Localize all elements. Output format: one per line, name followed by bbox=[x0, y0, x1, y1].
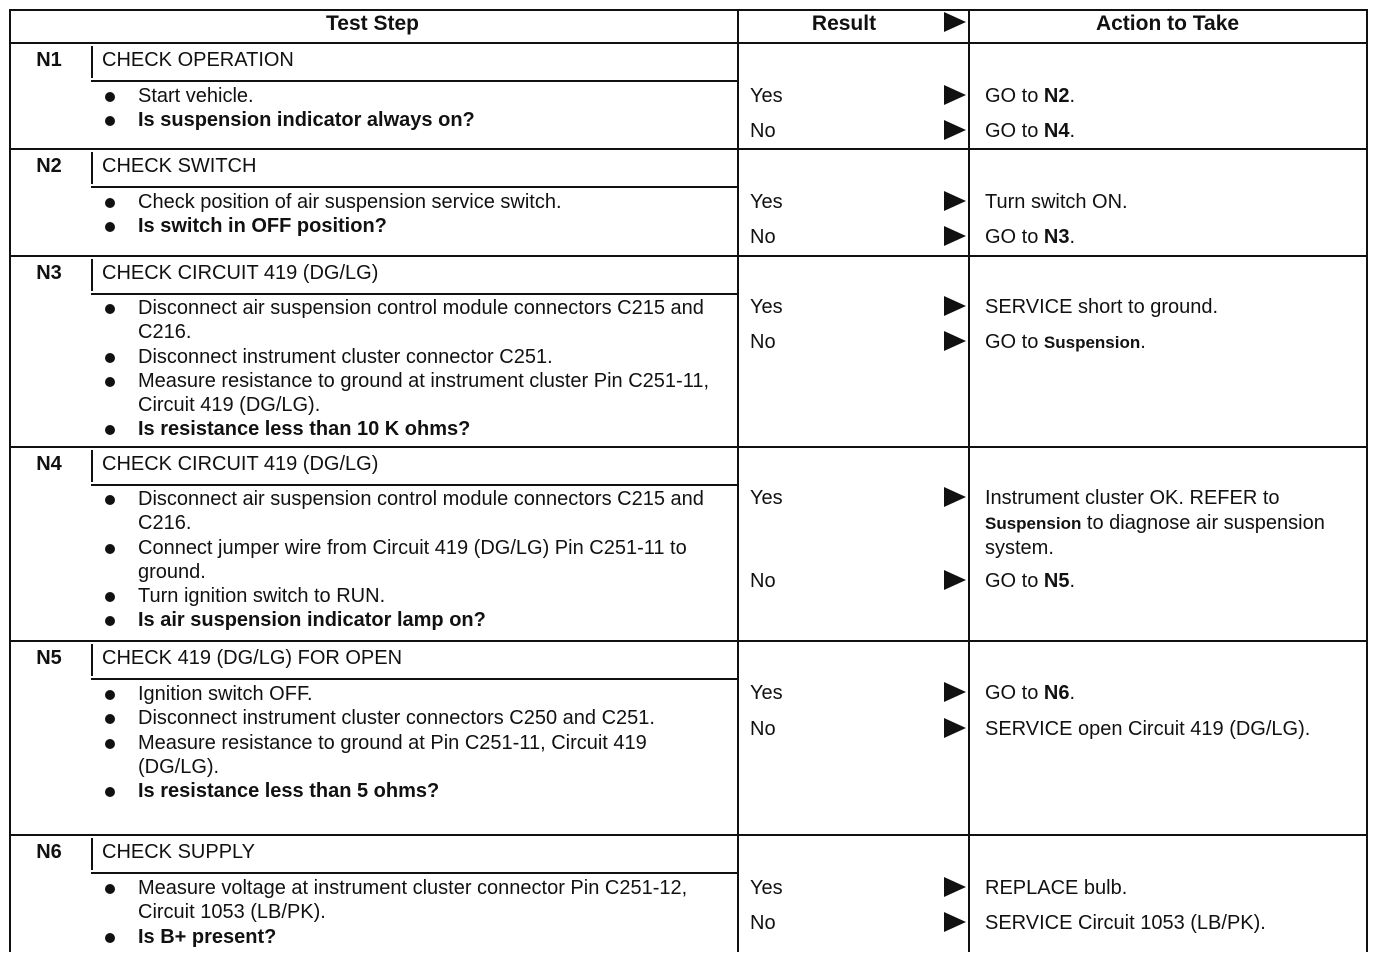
code-divider bbox=[91, 450, 93, 482]
result-arrow-icon bbox=[944, 877, 966, 897]
section-ref: Suspension bbox=[1043, 333, 1141, 352]
action-fragment: . bbox=[1069, 85, 1076, 107]
step-instruction bbox=[100, 706, 720, 730]
result-arrow-icon bbox=[944, 331, 966, 351]
action-text bbox=[985, 681, 1355, 706]
step-ref: N6 bbox=[1043, 682, 1070, 704]
action-fragment: SERVICE Circuit 1053 (LB/PK). bbox=[985, 912, 1266, 934]
bullet-text: Is suspension indicator always on? bbox=[138, 109, 475, 132]
action-fragment: REPLACE bulb. bbox=[985, 877, 1128, 899]
bullet-icon bbox=[105, 304, 115, 314]
step-question bbox=[100, 925, 720, 949]
bullet-icon bbox=[105, 377, 115, 387]
bullet-icon bbox=[105, 714, 115, 724]
action-text bbox=[985, 330, 1355, 356]
bullet-text: Disconnect instrument cluster connector C251. bbox=[138, 345, 553, 368]
step-bullet-list bbox=[100, 682, 720, 803]
code-divider bbox=[91, 838, 93, 870]
step-title: CHECK SWITCH bbox=[102, 155, 257, 177]
bullet-text: Is resistance less than 5 ohms? bbox=[138, 780, 440, 803]
frame-top-rule bbox=[9, 9, 1366, 11]
bullet-icon bbox=[105, 933, 115, 943]
bullet-text: Connect jumper wire from Circuit 419 (DG/LG) Pin C251-11 to ground. bbox=[138, 536, 687, 583]
step-title: CHECK 419 (DG/LG) FOR OPEN bbox=[102, 647, 403, 669]
step-instruction bbox=[100, 876, 720, 925]
result-no: No bbox=[750, 120, 776, 142]
code-divider bbox=[91, 46, 93, 78]
bullet-icon bbox=[105, 425, 115, 435]
bullet-text: Is switch in OFF position? bbox=[138, 215, 387, 238]
action-text bbox=[985, 876, 1355, 901]
result-no: No bbox=[750, 570, 776, 592]
action-column-rule bbox=[968, 9, 970, 952]
action-fragment: to diagnose air suspension system. bbox=[985, 511, 1325, 559]
title-underline bbox=[91, 484, 737, 486]
bullet-text: Measure resistance to ground at instrument cluster Pin C251-11, Circuit 419 (DG/LG). bbox=[138, 369, 710, 417]
action-fragment: SERVICE open Circuit 419 (DG/LG). bbox=[985, 718, 1311, 740]
action-fragment: GO to bbox=[985, 570, 1044, 592]
title-underline bbox=[91, 293, 737, 295]
result-arrow-icon bbox=[944, 85, 966, 105]
result-no: No bbox=[750, 718, 776, 740]
result-no: No bbox=[750, 226, 776, 248]
step-question bbox=[100, 608, 720, 632]
step-title: CHECK CIRCUIT 419 (DG/LG) bbox=[102, 262, 379, 284]
bullet-icon bbox=[105, 495, 115, 505]
header-test-step: Test Step bbox=[326, 12, 419, 35]
step-instruction bbox=[100, 584, 720, 608]
title-underline bbox=[91, 678, 737, 680]
bullet-icon bbox=[105, 92, 115, 102]
action-fragment: Turn switch ON. bbox=[985, 191, 1128, 213]
bullet-icon bbox=[105, 739, 115, 749]
result-arrow-icon bbox=[944, 718, 966, 738]
result-arrow-icon bbox=[944, 226, 966, 246]
bullet-text: Is B+ present? bbox=[138, 925, 277, 948]
action-fragment: GO to bbox=[985, 331, 1044, 353]
action-fragment: . bbox=[1140, 331, 1146, 353]
result-arrow-icon bbox=[944, 912, 966, 932]
step-code: N5 bbox=[36, 647, 62, 669]
action-fragment: SERVICE short to ground. bbox=[985, 296, 1219, 318]
action-fragment: . bbox=[1069, 120, 1076, 142]
action-text bbox=[985, 486, 1355, 561]
bullet-text: Measure resistance to ground at Pin C251-11, Circuit 419 (DG/LG). bbox=[138, 731, 647, 778]
header-action: Action to Take bbox=[1095, 12, 1240, 35]
action-text bbox=[985, 295, 1355, 320]
bullet-text: Disconnect air suspension control module connectors C215 and C216. bbox=[138, 488, 704, 535]
step-question bbox=[100, 108, 720, 132]
step-question bbox=[100, 779, 720, 803]
step-instruction bbox=[100, 369, 720, 418]
result-yes: Yes bbox=[750, 85, 783, 107]
action-text bbox=[985, 911, 1355, 936]
action-text bbox=[985, 190, 1355, 215]
result-column-rule bbox=[737, 9, 739, 952]
step-instruction bbox=[100, 345, 720, 369]
step-ref: N4 bbox=[1043, 120, 1070, 142]
step-question bbox=[100, 417, 720, 441]
step-bullet-list bbox=[100, 296, 720, 442]
step-bullet-list bbox=[100, 190, 720, 239]
bullet-text: Start vehicle. bbox=[138, 85, 254, 107]
bullet-icon bbox=[105, 616, 115, 626]
step-instruction bbox=[100, 731, 720, 780]
header-arrow-icon bbox=[944, 12, 966, 32]
step-ref: N5 bbox=[1043, 570, 1070, 592]
action-text bbox=[985, 119, 1355, 144]
action-text bbox=[985, 569, 1355, 594]
result-yes: Yes bbox=[750, 682, 783, 704]
step-bullet-list bbox=[100, 84, 720, 133]
bullet-text: Check position of air suspension service switch. bbox=[138, 191, 562, 213]
action-fragment: GO to bbox=[985, 226, 1044, 248]
step-code: N1 bbox=[36, 49, 62, 71]
result-no: No bbox=[750, 331, 776, 353]
title-underline bbox=[91, 186, 737, 188]
result-arrow-icon bbox=[944, 296, 966, 316]
result-yes: Yes bbox=[750, 296, 783, 318]
title-underline bbox=[91, 872, 737, 874]
step-ref: N3 bbox=[1043, 226, 1070, 248]
step-bullet-list bbox=[100, 876, 720, 949]
result-yes: Yes bbox=[750, 191, 783, 213]
action-fragment: . bbox=[1069, 682, 1076, 704]
step-instruction bbox=[100, 682, 720, 706]
code-divider bbox=[91, 259, 93, 291]
step-code: N6 bbox=[36, 841, 62, 863]
bullet-icon bbox=[105, 353, 115, 363]
step-bullet-list bbox=[100, 487, 720, 633]
bullet-text: Disconnect air suspension control module connectors C215 and C216. bbox=[138, 297, 704, 344]
bullet-text: Turn ignition switch to RUN. bbox=[138, 585, 386, 608]
bullet-text: Ignition switch OFF. bbox=[138, 683, 313, 705]
bullet-text: Disconnect instrument cluster connectors C250 and C251. bbox=[138, 707, 655, 730]
bullet-icon bbox=[105, 116, 115, 126]
result-arrow-icon bbox=[944, 682, 966, 702]
result-arrow-icon bbox=[944, 487, 966, 507]
action-fragment: GO to bbox=[985, 682, 1044, 704]
title-underline bbox=[91, 80, 737, 82]
action-fragment: GO to bbox=[985, 85, 1044, 107]
result-arrow-icon bbox=[944, 191, 966, 211]
step-instruction bbox=[100, 190, 720, 214]
result-arrow-icon bbox=[944, 120, 966, 140]
bullet-icon bbox=[105, 198, 115, 208]
step-instruction bbox=[100, 536, 720, 585]
bullet-icon bbox=[105, 690, 115, 700]
code-divider bbox=[91, 644, 93, 676]
code-divider bbox=[91, 152, 93, 184]
bullet-icon bbox=[105, 592, 115, 602]
step-instruction bbox=[100, 296, 720, 345]
step-title: CHECK OPERATION bbox=[102, 49, 294, 71]
bullet-icon bbox=[105, 787, 115, 797]
action-text bbox=[985, 84, 1355, 109]
result-no: No bbox=[750, 912, 776, 934]
bullet-text: Is resistance less than 10 K ohms? bbox=[138, 418, 471, 441]
bullet-text: Is air suspension indicator lamp on? bbox=[138, 609, 486, 632]
section-ref: Suspension bbox=[985, 513, 1082, 533]
frame-right-rule bbox=[1366, 9, 1368, 952]
header-result: Result bbox=[811, 12, 877, 35]
bullet-icon bbox=[105, 884, 115, 894]
step-instruction bbox=[100, 487, 720, 536]
action-fragment: GO to bbox=[985, 120, 1044, 142]
step-code: N4 bbox=[36, 453, 62, 475]
bullet-icon bbox=[105, 544, 115, 554]
action-text bbox=[985, 717, 1355, 742]
step-instruction bbox=[100, 84, 720, 108]
action-fragment: . bbox=[1069, 226, 1076, 248]
bullet-text: Measure voltage at instrument cluster connector Pin C251-12, Circuit 1053 (LB/PK). bbox=[138, 877, 688, 924]
result-yes: Yes bbox=[750, 877, 783, 899]
step-ref: N2 bbox=[1043, 85, 1070, 107]
step-code: N3 bbox=[36, 262, 62, 284]
step-title: CHECK CIRCUIT 419 (DG/LG) bbox=[102, 453, 379, 475]
action-fragment: Instrument cluster OK. REFER to bbox=[985, 487, 1280, 509]
action-text bbox=[985, 225, 1355, 250]
result-yes: Yes bbox=[750, 487, 783, 509]
step-question bbox=[100, 214, 720, 238]
action-fragment: . bbox=[1069, 570, 1076, 592]
result-arrow-icon bbox=[944, 570, 966, 590]
step-title: CHECK SUPPLY bbox=[102, 841, 256, 863]
bullet-icon bbox=[105, 222, 115, 232]
step-code: N2 bbox=[36, 155, 62, 177]
